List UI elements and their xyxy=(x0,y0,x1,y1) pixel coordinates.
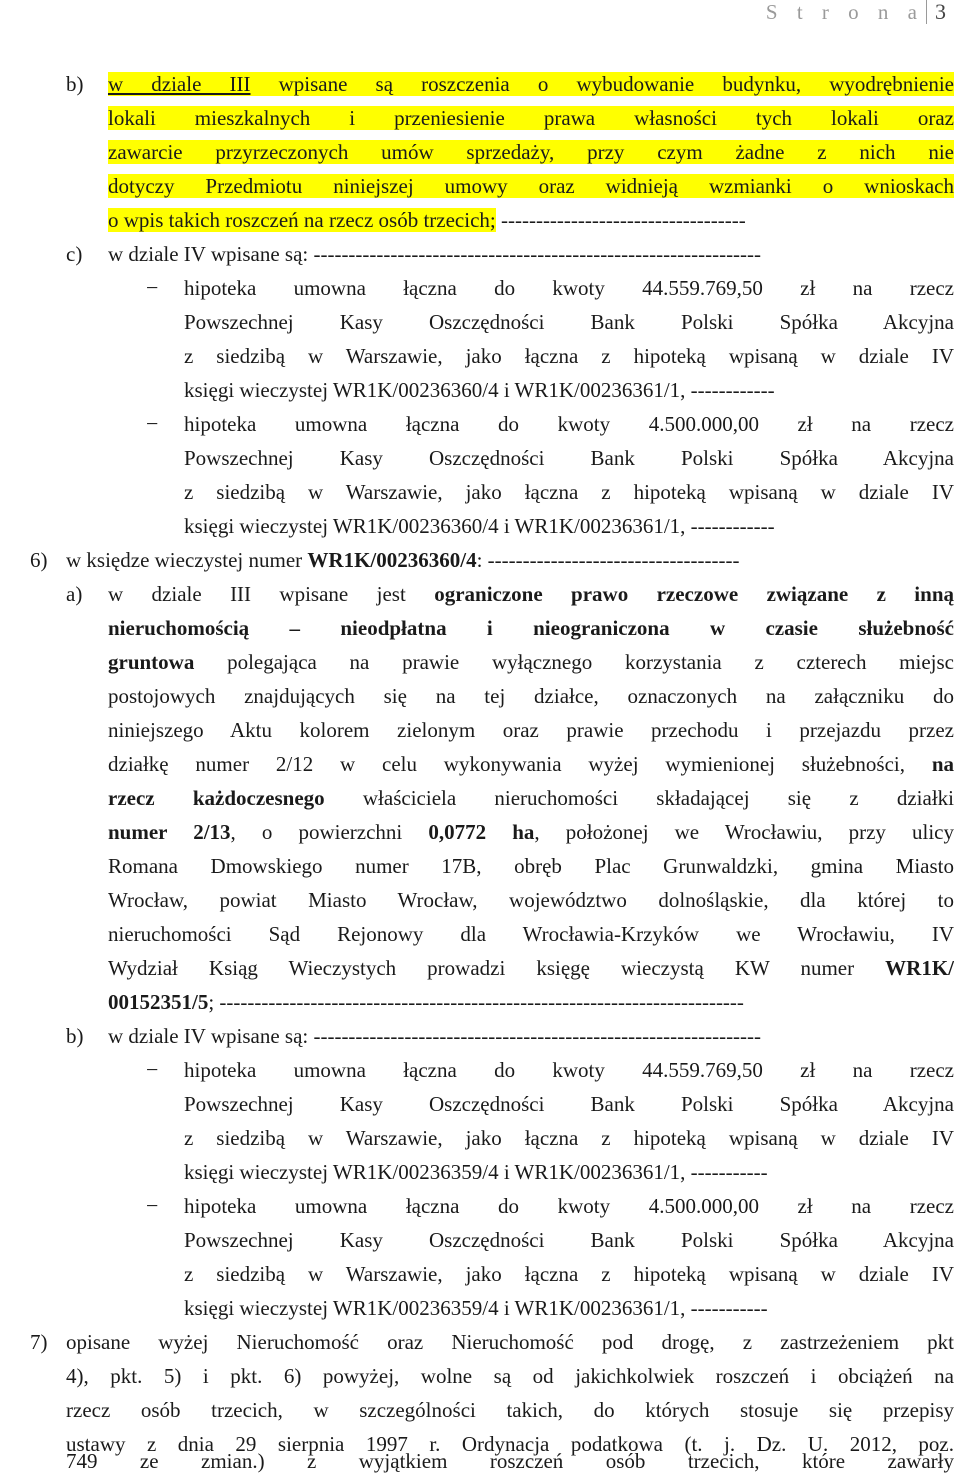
s6b2-line-2: Powszechnej Kasy Oszczędności Bank Polski Spółka Akcyjna xyxy=(184,1228,954,1252)
c1-line-2: Powszechnej Kasy Oszczędności Bank Polski Spółka Akcyjna xyxy=(184,310,954,334)
page-number: 3 xyxy=(935,0,946,24)
c2-line-1: hipoteka umowna łączna do kwoty 4.500.000,00 zł na rzecz xyxy=(184,412,954,436)
s6a-line-5: niniejszego Aktu kolorem zielonym oraz prawie przechodu i przejazdu przez xyxy=(108,718,954,742)
item-label-c: c) xyxy=(66,242,83,266)
s6b1-line-4: księgi wieczystej WR1K/00236359/4 i WR1K/00236361/1, ----------- xyxy=(184,1160,768,1184)
item-label-b: b) xyxy=(66,72,84,96)
list-dash: − xyxy=(146,275,159,300)
s6b-intro: w dziale IV wpisane są: ---------------------------------------------------------------- xyxy=(108,1024,762,1048)
s6a-line-3: gruntowa polegająca na prawie wyłącznego korzystania z czterech miejsc xyxy=(108,650,954,674)
page-header-word: S t r o n a xyxy=(765,0,924,24)
c1-line-1: hipoteka umowna łączna do kwoty 44.559.769,50 zł na rzecz xyxy=(184,276,954,300)
item-label-6b: b) xyxy=(66,1024,84,1048)
item-label-6: 6) xyxy=(30,548,48,572)
s6b2-line-3: z siedzibą w Warszawie, jako łączna z hipoteką wpisaną w dziale IV xyxy=(184,1262,954,1286)
s6a-line-8: numer 2/13, o powierzchni 0,0772 ha, położonej we Wrocławiu, przy ulicy xyxy=(108,820,954,844)
item-label-7: 7) xyxy=(30,1330,48,1354)
s6a-line-6: działkę numer 2/12 w celu wykonywania wyżej wymienionej służebności, na xyxy=(108,752,954,776)
c2-line-2: Powszechnej Kasy Oszczędności Bank Polski Spółka Akcyjna xyxy=(184,446,954,470)
s6a-line-13: 00152351/5; --------------------------------------------------------------------------- xyxy=(108,990,744,1014)
s6b2-line-1: hipoteka umowna łączna do kwoty 4.500.000,00 zł na rzecz xyxy=(184,1194,954,1218)
s6a-line-4: postojowych znajdujących się na tej działce, oznaczonych na załączniku do xyxy=(108,684,954,708)
list-dash: − xyxy=(146,411,159,436)
c2-line-3: z siedzibą w Warszawie, jako łączna z hipoteką wpisaną w dziale IV xyxy=(184,480,954,504)
s6a-line-7: rzecz każdoczesnego właściciela nieruchomości składającej się z działki xyxy=(108,786,954,810)
s6a-line-10: Wrocław, powiat Miasto Wrocław, województwo dolnośląskie, dla której to xyxy=(108,888,954,912)
c2-line-4: księgi wieczystej WR1K/00236360/4 i WR1K/00236361/1, ------------ xyxy=(184,514,775,538)
c1-line-3: z siedzibą w Warszawie, jako łączna z hipoteką wpisaną w dziale IV xyxy=(184,344,954,368)
s6b2-line-4: księgi wieczystej WR1K/00236359/4 i WR1K/00236361/1, ----------- xyxy=(184,1296,768,1320)
s6a-line-9: Romana Dmowskiego numer 17B, obręb Plac Grunwaldzki, gmina Miasto xyxy=(108,854,954,878)
page-header xyxy=(766,0,946,24)
s6b1-line-3: z siedzibą w Warszawie, jako łączna z hipoteką wpisaną w dziale IV xyxy=(184,1126,954,1150)
s6b1-line-2: Powszechnej Kasy Oszczędności Bank Polski Spółka Akcyjna xyxy=(184,1092,954,1116)
b-line-2: lokali mieszkalnych i przeniesienie prawa własności tych lokali oraz xyxy=(108,106,954,130)
land-register-number: WR1K/00236360/4 xyxy=(307,548,477,572)
s7-line-2: 4), pkt. 5) i pkt. 6) powyżej, wolne są od jakichkolwiek roszczeń i obciążeń na xyxy=(66,1364,954,1388)
b-line-4: dotyczy Przedmiotu niniejszej umowy oraz widnieją wzmianki o wnioskach xyxy=(108,174,954,198)
c-intro: w dziale IV wpisane są: ---------------------------------------------------------------- xyxy=(108,242,762,266)
b-line-1: w dziale III wpisane są roszczenia o wybudowanie budynku, wyodrębnienie xyxy=(108,72,954,96)
s7-line-4: ustawy z dnia 29 sierpnia 1997 r. Ordynacja podatkowa (t. j. Dz. U. 2012, poz. xyxy=(66,1432,954,1456)
underlined-phrase: w dziale III xyxy=(108,72,251,96)
s6a-line-11: nieruchomości Sąd Rejonowy dla Wrocławia-Krzyków we Wrocławiu, IV xyxy=(108,922,954,946)
list-dash: − xyxy=(146,1057,159,1082)
s7-line-5: 749 ze zmian.) z wyjątkiem roszczeń osób trzecich, które zawarły xyxy=(66,1449,954,1473)
b-line-3: zawarcie przyrzeczonych umów sprzedaży, przy czym żadne z nich nie xyxy=(108,140,954,164)
header-divider xyxy=(926,0,927,24)
c1-line-4: księgi wieczystej WR1K/00236360/4 i WR1K/00236361/1, ------------ xyxy=(184,378,775,402)
s6a-line-1: w dziale III wpisane jest ograniczone prawo rzeczowe związane z inną xyxy=(108,582,954,606)
list-dash: − xyxy=(146,1193,159,1218)
b-line-5: o wpis takich roszczeń na rzecz osób trzecich; ----------------------------------- xyxy=(108,208,746,232)
item-label-6a: a) xyxy=(66,582,83,606)
s6a-line-12: Wydział Ksiąg Wieczystych prowadzi księgę wieczystą KW numer WR1K/ xyxy=(108,956,954,980)
s6a-line-2: nieruchomością – nieodpłatna i nieograniczona w czasie służebność xyxy=(108,616,954,640)
s6-heading: w księdze wieczystej numer WR1K/00236360/4: ------------------------------------ xyxy=(66,548,740,572)
s7-line-3: rzecz osób trzecich, w szczególności takich, do których stosuje się przepisy xyxy=(66,1398,954,1422)
s6b1-line-1: hipoteka umowna łączna do kwoty 44.559.769,50 zł na rzecz xyxy=(184,1058,954,1082)
s7-line-1: opisane wyżej Nieruchomość oraz Nieruchomość pod drogę, z zastrzeżeniem pkt xyxy=(66,1330,954,1354)
